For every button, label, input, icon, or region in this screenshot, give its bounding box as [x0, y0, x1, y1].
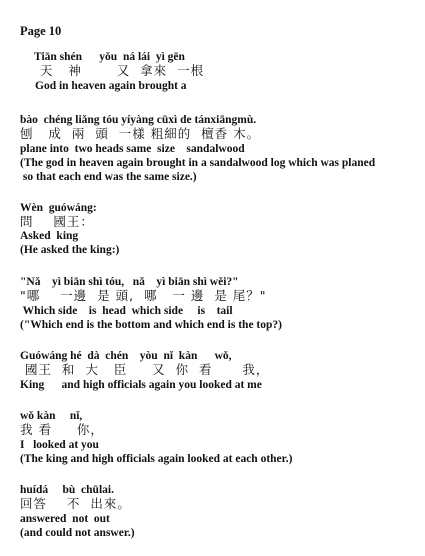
english-gloss-line: answered not out [20, 513, 110, 525]
chinese-line: 刨 成 兩 頭 一樣 粗細的 檀香 木。 [20, 126, 261, 141]
translation-line: (He asked the king:) [20, 244, 120, 256]
english-gloss-line: King and high officials again you looked at me [20, 379, 262, 391]
pinyin-line: Guówáng hé dà chén yòu nǐ kàn wǒ, [20, 350, 232, 362]
pinyin-line: bào chéng liǎng tóu yíyàng cūxì de tánxiāngmù. [20, 114, 257, 126]
translation-line: ("Which end is the bottom and which end is the top?) [20, 319, 282, 331]
translation-line: (The god in heaven again brought in a sandalwood log which was planed [20, 157, 376, 169]
english-gloss-line: I looked at you [20, 439, 99, 451]
pinyin-line: Wèn guówáng: [20, 202, 97, 214]
pinyin-line: huídá bù chūlai. [20, 484, 114, 496]
english-gloss-line: plane into two heads same size sandalwood [20, 143, 245, 155]
translation-line: so that each end was the same size.) [20, 171, 197, 183]
chinese-line: 國王 和 大 臣 又 你 看 我， [20, 362, 270, 377]
chinese-line: 回答 不 出來。 [20, 496, 131, 511]
page-number: Page 10 [20, 24, 62, 38]
translation-line: (The king and high officials again looked at each other.) [20, 453, 293, 465]
pinyin-line: Tiān shén yǒu ná lái yì gēn [34, 51, 185, 63]
chinese-line: 問 國王： [20, 214, 94, 229]
english-gloss-line: God in heaven again brought a [35, 80, 187, 92]
chinese-line: 我 看 你， [20, 422, 104, 437]
chinese-line: 天 神 又 拿來 一根 [40, 63, 205, 78]
pinyin-line: "Nǎ yì biān shì tóu, nǎ yì biān shì wěi?" [20, 276, 239, 288]
english-gloss-line: Asked king [20, 230, 79, 242]
english-gloss-line: Which side is head which side is tail [20, 305, 233, 317]
chinese-line: "哪 一邊 是 頭, 哪 一 邊 是 尾？" [20, 288, 267, 303]
pinyin-line: wǒ kàn nǐ, [20, 410, 83, 422]
translation-line: (and could not answer.) [20, 527, 135, 539]
